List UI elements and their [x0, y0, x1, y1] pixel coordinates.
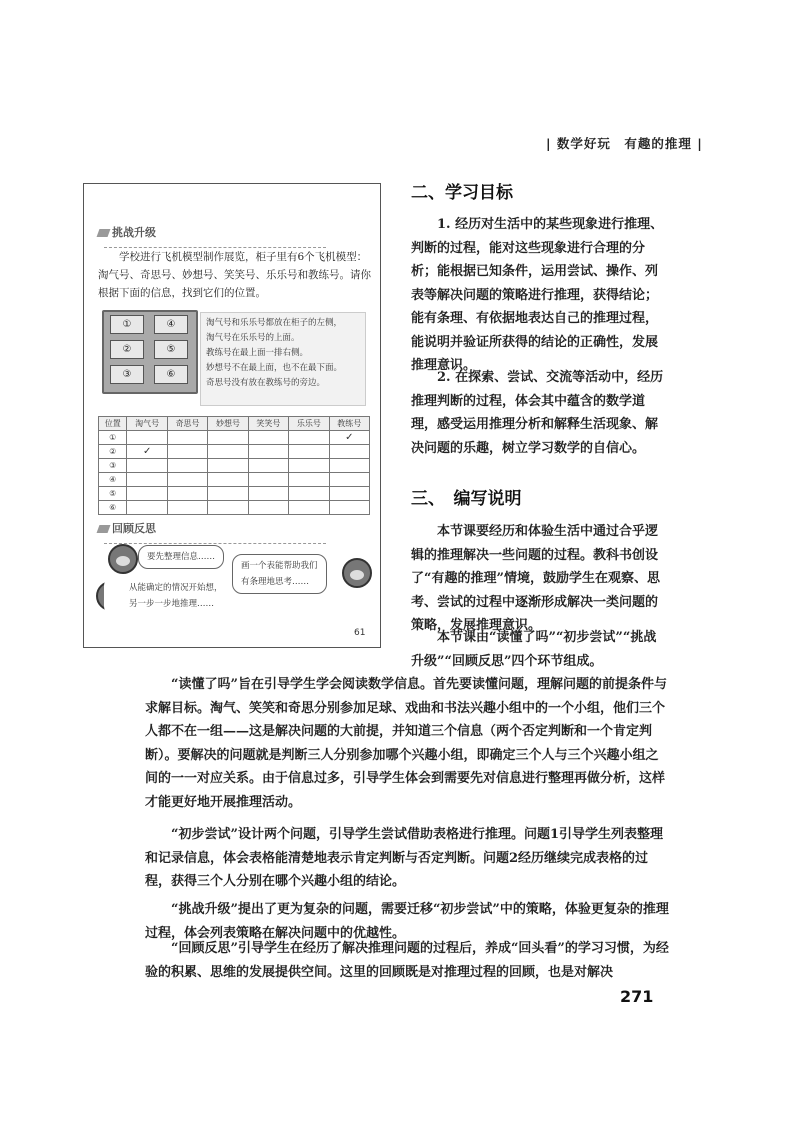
col-header: 乐乐号: [289, 417, 329, 431]
student-avatar: [342, 558, 372, 588]
clue-line: 淘气号在乐乐号的上面。: [206, 333, 300, 343]
drawer-6: ⑥: [154, 365, 188, 384]
table-cell: [167, 473, 207, 487]
clue-line: 妙想号不在最上面，也不在最下面。: [206, 363, 343, 373]
table-cell: [289, 487, 329, 501]
learning-goal-1: 1. 经历对生活中的某些现象进行推理、判断的过程，能对这些现象进行合理的分析；能根据已知条件，运用尝试、操作、列表等解决问题的策略进行推理，获得结论；能有条理、有依据地表达自己的推理过程，能说明并验证所获得的结论的正确性，发展推理意识。: [411, 217, 664, 373]
table-cell: [167, 445, 207, 459]
position-cell: ⑤: [99, 487, 127, 501]
body-paragraph-4: “回顾反思”引导学生在经历了解决推理问题的过程后，养成“回头看”的学习习惯，为经验的积累、思维的发展提供空间。这里的回顾既是对推理过程的回顾，也是对解决: [145, 941, 669, 980]
student-avatar: [108, 544, 138, 574]
position-cell: ⑥: [99, 501, 127, 515]
learning-goal-2: 2. 在探索、尝试、交流等活动中，经历推理判断的过程，体会其中蕴含的数学道理，感受运用推理分析和解释生活现象、解决问题的乐趣，树立学习数学的自信心。: [411, 370, 664, 456]
table-cell: [167, 431, 207, 445]
col-header: 位置: [99, 417, 127, 431]
position-cell: ①: [99, 431, 127, 445]
section-heading-writing-notes: 三、 编写说明: [411, 489, 522, 509]
textbook-page-image: [83, 183, 381, 648]
table-cell: [127, 501, 167, 515]
col-header: 笑笑号: [248, 417, 288, 431]
table-cell: [329, 501, 369, 515]
writing-notes-p2: 本节课由“读懂了吗”“初步尝试”“挑战升级”“回顾反思”四个环节组成。: [411, 630, 657, 669]
table-cell: [248, 501, 288, 515]
reasoning-table: [98, 416, 370, 515]
table-row: [99, 501, 370, 515]
position-cell: ③: [99, 459, 127, 473]
table-cell: [329, 487, 369, 501]
review-section-title: 回顾反思: [98, 520, 380, 549]
col-header: 妙想号: [208, 417, 248, 431]
table-cell: [167, 459, 207, 473]
challenge-intro: 学校进行飞机模型制作展览，柜子里有6个飞机模型：淘气号、奇思号、妙想号、笑笑号、乐乐号和教练号。请你根据下面的信息，找到它们的位置。: [98, 251, 371, 299]
table-cell: [329, 445, 369, 459]
table-cell: [248, 459, 288, 473]
clue-line: 奇思号没有放在教练号的旁边。: [206, 378, 326, 388]
clue-note: [200, 312, 366, 406]
table-cell: [208, 431, 248, 445]
inner-page-number: 61: [354, 628, 366, 638]
table-cell: [167, 487, 207, 501]
table-cell: [289, 459, 329, 473]
table-cell: [329, 459, 369, 473]
table-cell: ✓: [127, 445, 167, 459]
position-cell: ④: [99, 473, 127, 487]
col-header: 奇思号: [167, 417, 207, 431]
table-cell: [289, 445, 329, 459]
table-cell: [248, 445, 288, 459]
table-cell: [248, 473, 288, 487]
drawer-3: ③: [110, 365, 144, 384]
table-row: [99, 445, 370, 459]
table-row: [99, 487, 370, 501]
body-paragraph-1: “读懂了吗”旨在引导学生学会阅读数学信息。首先要读懂问题，理解问题的前提条件与求解目标。淘气、笑笑和奇思分别参加足球、戏曲和书法兴趣小组中的一个小组，他们三个人都不在一组——这是解决问题的大前提，并知道三个信息（两个否定判断和一个肯定判断）。要解决的问题就是判断三人分别参加哪个兴趣小组，即确定三个人与三个兴趣小组之间的一一对应关系。由于信息过多，引导学生体会到需要先对信息进行整理再做分析，这样才能更好地开展推理活动。: [145, 677, 667, 810]
speech-bubble: 画一个表能帮助我们 有条理地思考……: [232, 554, 327, 594]
pencil-icon: [97, 229, 111, 237]
cabinet-illustration: [102, 310, 198, 394]
clue-line: 教练号在最上面一排右侧。: [206, 348, 309, 358]
col-header: 淘气号: [127, 417, 167, 431]
table-cell: [289, 473, 329, 487]
drawer-1: ①: [110, 315, 144, 334]
table-cell: [208, 445, 248, 459]
writing-notes-p1: 本节课要经历和体验生活中通过合乎逻辑的推理解决一些问题的过程。教科书创设了“有趣的推理”情境，鼓励学生在观察、思考、尝试的过程中逐渐形成解决一类问题的策略，发展推理意识。: [411, 524, 660, 633]
clue-line: 淘气号和乐乐号都放在柜子的左侧，: [206, 318, 343, 328]
speech-bubble: 从能确定的情况开始想， 另一步一步地推理……: [104, 576, 232, 616]
table-cell: [208, 487, 248, 501]
table-cell: [208, 501, 248, 515]
table-cell: [248, 431, 288, 445]
table-cell: [127, 459, 167, 473]
drawer-4: ④: [154, 315, 188, 334]
table-cell: [127, 487, 167, 501]
position-cell: ②: [99, 445, 127, 459]
table-cell: ✓: [329, 431, 369, 445]
speech-bubble: 要先整理信息……: [138, 545, 224, 569]
pencil-icon: [97, 525, 111, 533]
section-heading-learning-goals: 二、学习目标: [411, 183, 513, 203]
table-cell: [167, 501, 207, 515]
col-header: 教练号: [329, 417, 369, 431]
body-paragraph-3: “挑战升级”提出了更为复杂的问题，需要迁移“初步尝试”中的策略，体验更复杂的推理过程，体会列表策略在解决问题中的优越性。: [145, 902, 669, 941]
table-cell: [127, 431, 167, 445]
running-header: | 数学好玩 有趣的推理 |: [546, 136, 703, 151]
table-cell: [208, 459, 248, 473]
table-cell: [289, 501, 329, 515]
table-cell: [289, 431, 329, 445]
table-cell: [329, 473, 369, 487]
drawer-2: ②: [110, 340, 144, 359]
table-cell: [248, 487, 288, 501]
drawer-5: ⑤: [154, 340, 188, 359]
body-paragraph-2: “初步尝试”设计两个问题，引导学生尝试借助表格进行推理。问题1引导学生列表整理和记录信息，体会表格能清楚地表示肯定判断与否定判断。问题2经历继续完成表格的过程，获得三个人分别在哪个兴趣小组的结论。: [145, 827, 664, 889]
table-cell: [127, 473, 167, 487]
table-cell: [208, 473, 248, 487]
challenge-section-title: 挑战升级: [98, 224, 380, 253]
page-number: 271: [620, 987, 654, 1006]
table-row: [99, 459, 370, 473]
table-row: [99, 431, 370, 445]
table-row: [99, 473, 370, 487]
